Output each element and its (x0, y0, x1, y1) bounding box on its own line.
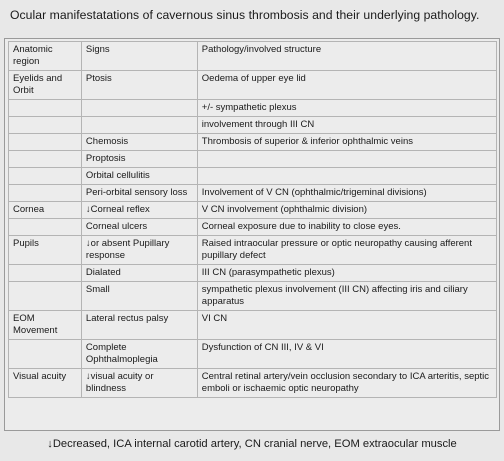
table-row (9, 311, 497, 340)
header-pathology: Pathology/involved structure (197, 42, 496, 71)
cell-sign: Orbital cellulitis (81, 168, 197, 185)
cell-sign: Lateral rectus palsy (81, 311, 197, 340)
page-title: Ocular manifestatations of cavernous sinus thrombosis and their underlying pathology. (10, 8, 480, 22)
cell-pathology: Corneal exposure due to inability to close eyes. (197, 219, 496, 236)
cell-anatomic-region: EOM Movement (9, 311, 82, 340)
cell-anatomic-region: Pupils (9, 236, 82, 265)
cell-sign: Chemosis (81, 134, 197, 151)
cell-sign: Peri-orbital sensory loss (81, 185, 197, 202)
cell-pathology: Central retinal artery/vein occlusion secondary to ICA arteritis, septic emboli or ischaemic optic neuropathy (197, 369, 496, 398)
table-body (9, 71, 497, 398)
cell-sign: ↓or absent Pupillary response (81, 236, 197, 265)
cell-anatomic-region (9, 219, 82, 236)
cell-anatomic-region (9, 340, 82, 369)
cell-pathology: involvement through III CN (197, 117, 496, 134)
cell-sign: Dialated (81, 265, 197, 282)
cell-anatomic-region (9, 134, 82, 151)
header-anatomic-region: Anatomic region (9, 42, 82, 71)
cell-anatomic-region: Eyelids and Orbit (9, 71, 82, 100)
cell-anatomic-region (9, 282, 82, 311)
footnote: ↓Decreased, ICA internal carotid artery, CN cranial nerve, EOM extraocular muscle (47, 438, 457, 450)
cell-pathology: Thrombosis of superior & inferior ophthalmic veins (197, 134, 496, 151)
cell-pathology: Oedema of upper eye lid (197, 71, 496, 100)
table-row (9, 185, 497, 202)
pathology-table (8, 41, 497, 398)
table-row (9, 282, 497, 311)
cell-pathology: Dysfunction of CN III, IV & VI (197, 340, 496, 369)
table-row (9, 134, 497, 151)
cell-pathology (197, 168, 496, 185)
cell-anatomic-region (9, 117, 82, 134)
table-row (9, 151, 497, 168)
cell-sign: Corneal ulcers (81, 219, 197, 236)
cell-sign (81, 117, 197, 134)
cell-sign: Ptosis (81, 71, 197, 100)
cell-anatomic-region (9, 185, 82, 202)
cell-pathology: VI CN (197, 311, 496, 340)
cell-sign: Proptosis (81, 151, 197, 168)
table-row (9, 219, 497, 236)
table-row (9, 168, 497, 185)
cell-pathology: Raised intraocular pressure or optic neuropathy causing afferent pupillary defect (197, 236, 496, 265)
table-row (9, 265, 497, 282)
cell-sign (81, 100, 197, 117)
cell-pathology: Involvement of V CN (ophthalmic/trigeminal divisions) (197, 185, 496, 202)
table-row (9, 369, 497, 398)
table-row (9, 117, 497, 134)
table-row (9, 340, 497, 369)
cell-sign: Complete Ophthalmoplegia (81, 340, 197, 369)
cell-sign: ↓Corneal reflex (81, 202, 197, 219)
cell-anatomic-region: Visual acuity (9, 369, 82, 398)
table-row (9, 202, 497, 219)
cell-pathology: sympathetic plexus involvement (III CN) affecting iris and ciliary apparatus (197, 282, 496, 311)
table-header-row (9, 42, 497, 71)
cell-pathology: V CN involvement (ophthalmic division) (197, 202, 496, 219)
cell-anatomic-region (9, 168, 82, 185)
table-row (9, 236, 497, 265)
cell-sign: Small (81, 282, 197, 311)
cell-sign: ↓visual acuity or blindness (81, 369, 197, 398)
cell-anatomic-region: Cornea (9, 202, 82, 219)
table-row (9, 100, 497, 117)
table-row (9, 71, 497, 100)
header-signs: Signs (81, 42, 197, 71)
cell-anatomic-region (9, 151, 82, 168)
table-container (4, 38, 500, 431)
cell-anatomic-region (9, 265, 82, 282)
cell-pathology: III CN (parasympathetic plexus) (197, 265, 496, 282)
cell-pathology (197, 151, 496, 168)
cell-anatomic-region (9, 100, 82, 117)
cell-pathology: +/- sympathetic plexus (197, 100, 496, 117)
